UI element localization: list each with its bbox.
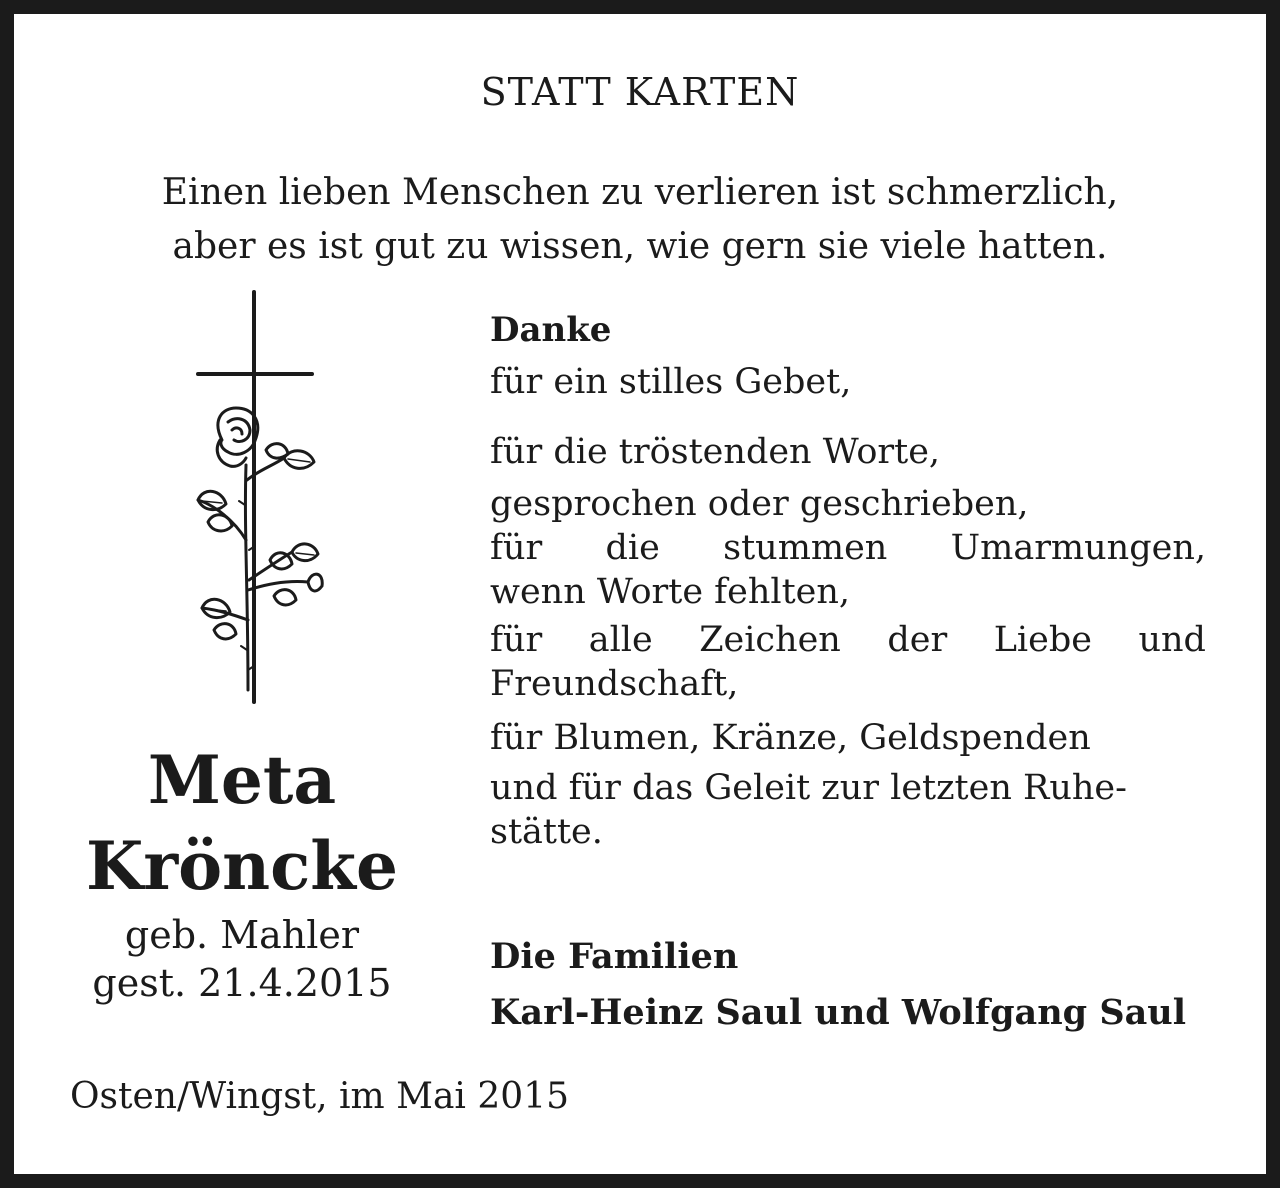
thanks-group-flowers [490, 716, 1206, 760]
place-and-date: Osten/Wingst, im Mai 2015 [70, 1076, 570, 1117]
motto-line-1: Einen lieben Menschen zu verlieren ist schmerzlich, [161, 172, 1119, 213]
signoff-families: Die Familien [490, 936, 739, 977]
notice-header: STATT KARTEN [480, 70, 800, 114]
thanks-line: gesprochen oder geschrieben, [490, 484, 1029, 524]
thanks-line: und für das Geleit zur letzten Ruhe- [490, 768, 1127, 808]
thanks-line: für ein stilles Gebet, [490, 362, 852, 402]
word: Umarmungen, [950, 528, 1206, 568]
word: für [490, 620, 543, 660]
word: für [490, 528, 543, 568]
motto [14, 166, 1266, 274]
word: Liebe [993, 620, 1092, 660]
word: alle [588, 620, 653, 660]
cross-with-rose-icon [174, 290, 324, 704]
signoff-names: Karl-Heinz Saul und Wolfgang Saul [490, 992, 1187, 1033]
thanks-group-words [490, 426, 1206, 530]
thanks-line: wenn Worte fehlten, [490, 572, 851, 612]
deceased-family-name: Kröncke [85, 827, 399, 905]
thanks-group-escort [490, 766, 1206, 854]
word: der [887, 620, 948, 660]
thanks-justified-line [490, 618, 1206, 662]
maiden-name: geb. Mahler [124, 913, 360, 957]
thanks-group-embraces [490, 526, 1206, 614]
thanks-line: Freundschaft, [490, 664, 739, 704]
thanks-title: Danke [490, 310, 612, 350]
deceased-given-name: Meta [147, 741, 337, 819]
motto-line-2: aber es ist gut zu wissen, wie gern sie viele hatten. [172, 226, 1108, 267]
word: die [605, 528, 660, 568]
thanks-group-signs [490, 618, 1206, 706]
date-of-death: gest. 21.4.2015 [92, 961, 392, 1005]
thanks-line: für Blumen, Kränze, Geldspenden [490, 718, 1091, 758]
word: Zeichen [699, 620, 841, 660]
word: und [1138, 620, 1206, 660]
thanks-line: stätte. [490, 812, 603, 852]
thanks-line: für die tröstenden Worte, [490, 432, 941, 472]
word: stummen [723, 528, 888, 568]
thanks-group-prayer [490, 360, 1206, 404]
thanks-justified-line [490, 526, 1206, 570]
